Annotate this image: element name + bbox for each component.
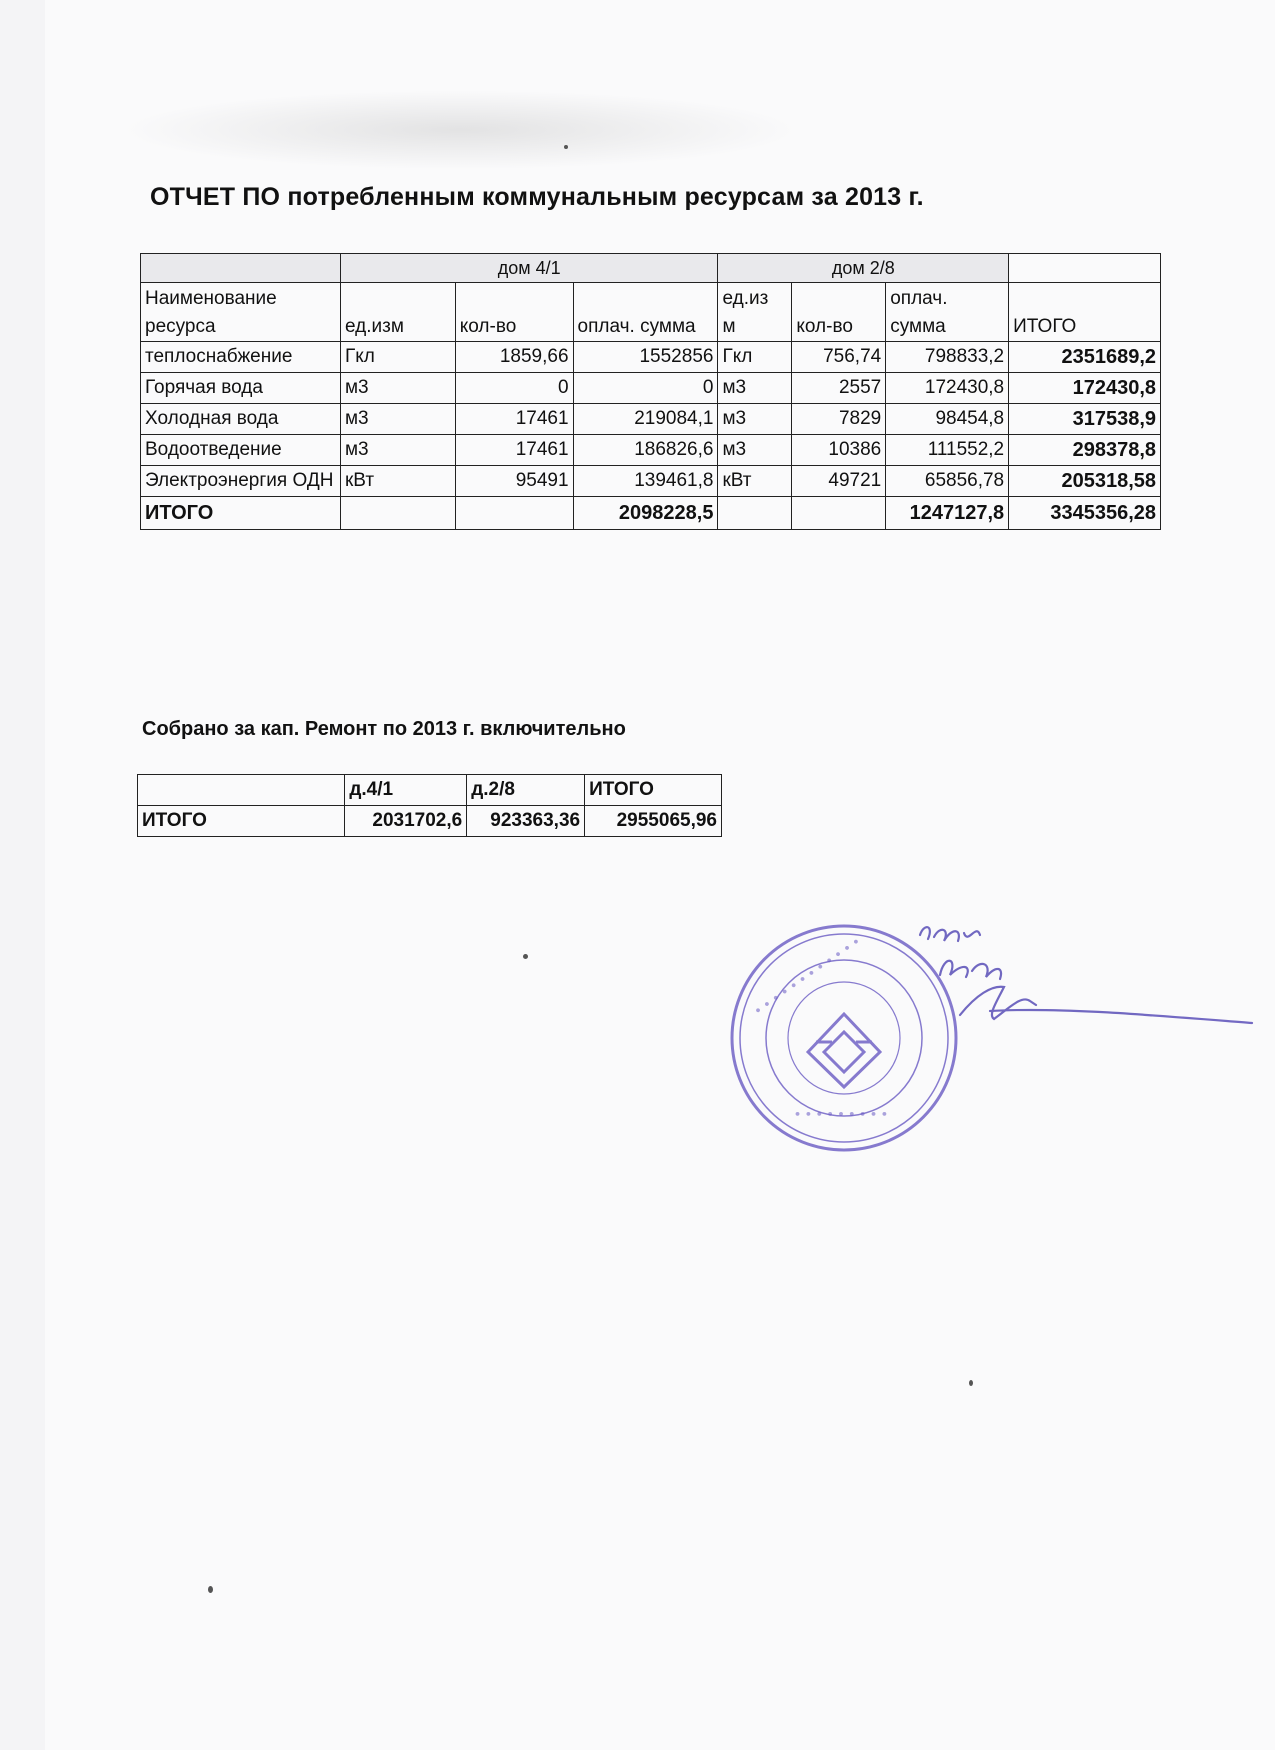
row-total: 172430,8 bbox=[1009, 373, 1161, 404]
quantity: 2557 bbox=[792, 373, 886, 404]
resource-name: Водоотведение bbox=[141, 435, 341, 466]
col-header-total: ИТОГО bbox=[585, 775, 722, 806]
row-label: ИТОГО bbox=[138, 806, 345, 837]
quantity: 95491 bbox=[455, 466, 573, 497]
stamp-house-emblem bbox=[808, 1014, 880, 1087]
total-paid-sum-house-4-1: 2098228,5 bbox=[573, 497, 718, 530]
scan-speck bbox=[523, 954, 528, 959]
paid-sum: 0 bbox=[573, 373, 718, 404]
paid-sum: 139461,8 bbox=[573, 466, 718, 497]
resource-name: Электроэнергия ОДН bbox=[141, 466, 341, 497]
svg-text:• • • • • • • • • • • •: • • • • • • • • • • • • bbox=[751, 934, 863, 1019]
header-empty-cell bbox=[141, 254, 341, 283]
total-paid-sum-house-2-8: 1247127,8 bbox=[886, 497, 1009, 530]
table-row bbox=[141, 373, 1161, 404]
paid-sum: 65856,78 bbox=[886, 466, 1009, 497]
scan-shadow bbox=[120, 90, 800, 170]
table-row bbox=[141, 342, 1161, 373]
scan-speck bbox=[208, 1586, 213, 1593]
table-row bbox=[141, 435, 1161, 466]
resource-name: Горячая вода bbox=[141, 373, 341, 404]
quantity: 0 bbox=[455, 373, 573, 404]
col-header-unit: ед.из м bbox=[718, 283, 792, 342]
col-header-quantity: кол-во bbox=[455, 283, 573, 342]
unit: Гкл bbox=[340, 342, 455, 373]
total-label: ИТОГО bbox=[141, 497, 341, 530]
col-header-unit: ед.изм bbox=[340, 283, 455, 342]
paid-sum: 172430,8 bbox=[886, 373, 1009, 404]
paid-sum: 111552,2 bbox=[886, 435, 1009, 466]
paid-sum: 186826,6 bbox=[573, 435, 718, 466]
row-total: 317538,9 bbox=[1009, 404, 1161, 435]
header-empty-cell bbox=[138, 775, 345, 806]
unit: м3 bbox=[718, 373, 792, 404]
scan-speck bbox=[564, 145, 568, 149]
group-header-house-4-1: дом 4/1 bbox=[340, 254, 717, 283]
unit: кВт bbox=[340, 466, 455, 497]
report-title: ОТЧЕТ ПО потребленным коммунальным ресурсам за 2013 г. bbox=[150, 183, 924, 211]
paid-sum: 1552856 bbox=[573, 342, 718, 373]
empty-cell bbox=[340, 497, 455, 530]
col-header-quantity: кол-во bbox=[792, 283, 886, 342]
unit: Гкл bbox=[718, 342, 792, 373]
paid-sum: 98454,8 bbox=[886, 404, 1009, 435]
table-total-row bbox=[141, 497, 1161, 530]
unit: м3 bbox=[340, 404, 455, 435]
table-row bbox=[138, 806, 722, 837]
quantity: 10386 bbox=[792, 435, 886, 466]
col-header-house-2-8: д.2/8 bbox=[467, 775, 585, 806]
empty-cell bbox=[455, 497, 573, 530]
paid-sum: 798833,2 bbox=[886, 342, 1009, 373]
capital-repair-title: Собрано за кап. Ремонт по 2013 г. включительно bbox=[142, 718, 626, 740]
paid-sum: 219084,1 bbox=[573, 404, 718, 435]
col-header-total: ИТОГО bbox=[1009, 283, 1161, 342]
table-group-header-row bbox=[141, 254, 1161, 283]
unit: м3 bbox=[340, 435, 455, 466]
resource-name: Холодная вода bbox=[141, 404, 341, 435]
value-house-2-8: 923363,36 bbox=[467, 806, 585, 837]
empty-cell bbox=[718, 497, 792, 530]
grand-total: 3345356,28 bbox=[1009, 497, 1161, 530]
row-total: 2351689,2 bbox=[1009, 342, 1161, 373]
col-header-resource: Наименование ресурса bbox=[141, 283, 341, 342]
header-empty-cell bbox=[1009, 254, 1161, 283]
quantity: 17461 bbox=[455, 404, 573, 435]
unit: м3 bbox=[718, 404, 792, 435]
row-total: 298378,8 bbox=[1009, 435, 1161, 466]
quantity: 17461 bbox=[455, 435, 573, 466]
table-column-header-row bbox=[141, 283, 1161, 342]
quantity: 756,74 bbox=[792, 342, 886, 373]
resource-name: теплоснабжение bbox=[141, 342, 341, 373]
empty-cell bbox=[792, 497, 886, 530]
col-header-house-4-1: д.4/1 bbox=[345, 775, 467, 806]
row-total: 205318,58 bbox=[1009, 466, 1161, 497]
col-header-paid-sum: оплач. сумма bbox=[573, 283, 718, 342]
svg-text:• • • • • • • • •: • • • • • • • • • bbox=[794, 1108, 888, 1121]
quantity: 7829 bbox=[792, 404, 886, 435]
scan-speck bbox=[969, 1380, 973, 1386]
table-header-row bbox=[138, 775, 722, 806]
unit: м3 bbox=[718, 435, 792, 466]
col-header-paid-sum: оплач. сумма bbox=[886, 283, 1009, 342]
quantity: 1859,66 bbox=[455, 342, 573, 373]
unit: м3 bbox=[340, 373, 455, 404]
group-header-house-2-8: дом 2/8 bbox=[718, 254, 1009, 283]
value-total: 2955065,96 bbox=[585, 806, 722, 837]
utility-report-table bbox=[140, 253, 1161, 530]
table-row bbox=[141, 404, 1161, 435]
value-house-4-1: 2031702,6 bbox=[345, 806, 467, 837]
capital-repair-table bbox=[137, 774, 722, 837]
table-row bbox=[141, 466, 1161, 497]
unit: кВт bbox=[718, 466, 792, 497]
handwritten-signature bbox=[900, 915, 1260, 1055]
quantity: 49721 bbox=[792, 466, 886, 497]
